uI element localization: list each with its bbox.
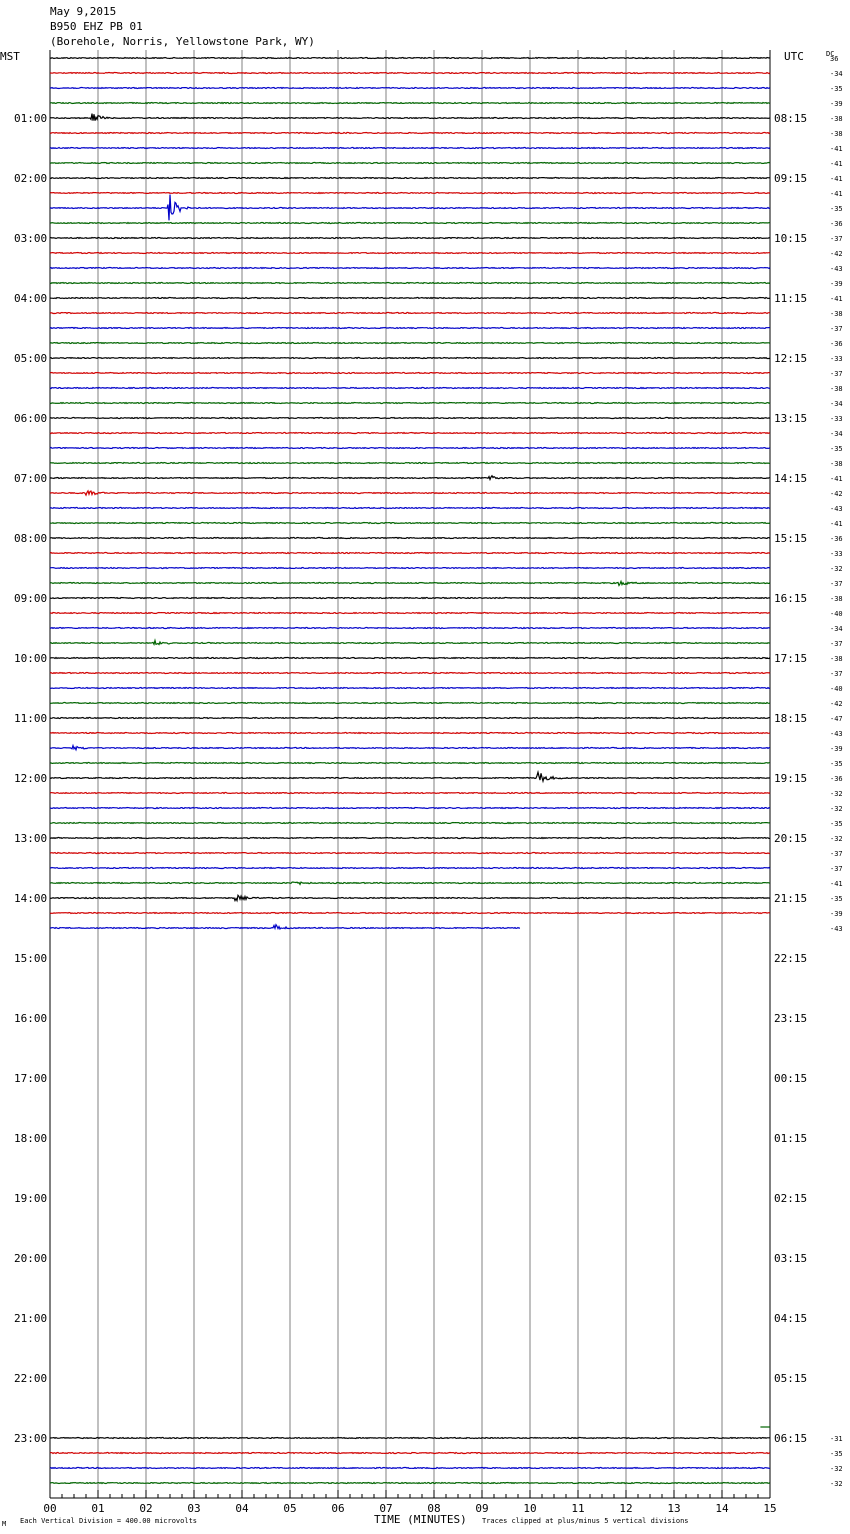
- dc-label-38: -34: [830, 625, 843, 633]
- trace-54: [50, 868, 770, 869]
- mst-label-1: 01:00: [14, 112, 48, 125]
- dc-label-9: -41: [830, 190, 843, 198]
- trace-28: [50, 476, 770, 480]
- x-tick-label-13: 13: [667, 1502, 681, 1515]
- trace-6: [50, 148, 770, 149]
- dc-label-22: -38: [830, 385, 843, 393]
- trace-14: [50, 268, 770, 269]
- trace-58: [50, 925, 520, 929]
- dc-label-13: -42: [830, 250, 843, 258]
- trace-12: [50, 238, 770, 239]
- mst-label-2: 02:00: [14, 172, 48, 185]
- dc-label-5: -38: [830, 130, 843, 138]
- trace-35: [50, 581, 770, 585]
- trace-33: [50, 553, 770, 554]
- dc-label-95: -32: [830, 1480, 843, 1488]
- dc-label-23: -34: [830, 400, 843, 408]
- mst-label-12: 12:00: [14, 772, 48, 785]
- mst-label-6: 06:00: [14, 412, 48, 425]
- clip-note: Traces clipped at plus/minus 5 vertical divisions: [482, 1517, 689, 1525]
- dc-label-17: -38: [830, 310, 843, 318]
- scale-note: Each Vertical Division = 400.00 microvolts: [20, 1517, 198, 1525]
- trace-51: [50, 823, 770, 824]
- trace-8: [50, 178, 770, 179]
- trace-41: [50, 673, 770, 674]
- utc-label-5: 12:15: [774, 352, 808, 365]
- dc-label-45: -43: [830, 730, 843, 738]
- utc-label-7: 14:15: [774, 472, 808, 485]
- trace-57: [50, 913, 770, 914]
- utc-label-9: 16:15: [774, 592, 808, 605]
- trace-30: [50, 508, 770, 509]
- mst-label-18: 18:00: [14, 1132, 48, 1145]
- dc-label-32: -36: [830, 535, 843, 543]
- trace-15: [50, 283, 770, 284]
- utc-label-13: 20:15: [774, 832, 808, 845]
- utc-label-15: 22:15: [774, 952, 808, 965]
- trace-52: [50, 838, 770, 839]
- mst-label-10: 10:00: [14, 652, 48, 665]
- utc-label-18: 01:15: [774, 1132, 808, 1145]
- trace-7: [50, 163, 770, 164]
- mst-label-14: 14:00: [14, 892, 48, 905]
- utc-label-19: 02:15: [774, 1192, 808, 1205]
- trace-55: [50, 882, 770, 884]
- mst-label-4: 04:00: [14, 292, 48, 305]
- trace-95: [50, 1483, 770, 1484]
- dc-label-50: -32: [830, 805, 843, 813]
- dc-label-42: -40: [830, 685, 843, 693]
- trace-50: [50, 808, 770, 809]
- dc-label-33: -33: [830, 550, 843, 558]
- trace-38: [50, 628, 770, 629]
- utc-label-4: 11:15: [774, 292, 808, 305]
- trace-53: [50, 853, 770, 854]
- trace-25: [50, 433, 770, 434]
- x-tick-label-12: 12: [619, 1502, 633, 1515]
- dc-label-21: -37: [830, 370, 843, 378]
- dc-label-8: -41: [830, 175, 843, 183]
- dc-label-26: -35: [830, 445, 843, 453]
- mst-label-16: 16:00: [14, 1012, 48, 1025]
- trace-18: [50, 328, 770, 329]
- utc-label-20: 03:15: [774, 1252, 808, 1265]
- dc-label-57: -39: [830, 910, 843, 918]
- grid: [50, 50, 770, 1498]
- trace-24: [50, 418, 770, 419]
- mst-label-13: 13:00: [14, 832, 48, 845]
- trace-2: [50, 88, 770, 89]
- mst-label-21: 21:00: [14, 1312, 48, 1325]
- trace-92: [50, 1438, 770, 1439]
- dc-label-34: -32: [830, 565, 843, 573]
- dc-label-27: -38: [830, 460, 843, 468]
- utc-label-10: 17:15: [774, 652, 808, 665]
- trace-56: [50, 895, 770, 900]
- trace-20: [50, 358, 770, 359]
- dc-title: DC: [826, 50, 835, 58]
- right-axis-title: UTC: [784, 50, 804, 63]
- x-tick-label-11: 11: [571, 1502, 585, 1515]
- x-tick-label-08: 08: [427, 1502, 441, 1515]
- dc-label-4: -38: [830, 115, 843, 123]
- dc-label-18: -37: [830, 325, 843, 333]
- trace-5: [50, 133, 770, 134]
- mst-label-5: 05:00: [14, 352, 48, 365]
- dc-label-39: -37: [830, 640, 843, 648]
- x-axis: [43, 1490, 776, 1515]
- utc-label-1: 08:15: [774, 112, 808, 125]
- utc-label-21: 04:15: [774, 1312, 808, 1325]
- dc-label-6: -41: [830, 145, 843, 153]
- dc-label-43: -42: [830, 700, 843, 708]
- dc-label-93: -35: [830, 1450, 843, 1458]
- dc-label-15: -39: [830, 280, 843, 288]
- dc-label-40: -38: [830, 655, 843, 663]
- dc-label-54: -37: [830, 865, 843, 873]
- dc-label-47: -35: [830, 760, 843, 768]
- dc-label-1: -34: [830, 70, 843, 78]
- trace-47: [50, 763, 770, 764]
- trace-27: [50, 463, 770, 464]
- x-tick-label-01: 01: [91, 1502, 105, 1515]
- trace-37: [50, 613, 770, 614]
- x-tick-label-05: 05: [283, 1502, 297, 1515]
- mst-label-20: 20:00: [14, 1252, 48, 1265]
- trace-31: [50, 523, 770, 524]
- dc-label-55: -41: [830, 880, 843, 888]
- dc-label-48: -36: [830, 775, 843, 783]
- utc-label-12: 19:15: [774, 772, 808, 785]
- trace-22: [50, 388, 770, 389]
- trace-49: [50, 793, 770, 794]
- trace-32: [50, 538, 770, 539]
- dc-label-2: -35: [830, 85, 843, 93]
- trace-9: [50, 193, 770, 194]
- trace-1: [50, 73, 770, 74]
- trace-43: [50, 703, 770, 704]
- dc-label-51: -35: [830, 820, 843, 828]
- x-tick-label-03: 03: [187, 1502, 201, 1515]
- dc-label-35: -37: [830, 580, 843, 588]
- x-tick-label-06: 06: [331, 1502, 345, 1515]
- utc-label-23: 06:15: [774, 1432, 808, 1445]
- utc-label-3: 10:15: [774, 232, 808, 245]
- utc-label-8: 15:15: [774, 532, 808, 545]
- dc-label-37: -40: [830, 610, 843, 618]
- utc-label-14: 21:15: [774, 892, 808, 905]
- x-tick-label-04: 04: [235, 1502, 249, 1515]
- header-location: (Borehole, Norris, Yellowstone Park, WY): [50, 35, 315, 48]
- trace-40: [50, 658, 770, 659]
- dc-label-36: -38: [830, 595, 843, 603]
- traces: [50, 55, 843, 1488]
- dc-label-49: -32: [830, 790, 843, 798]
- x-axis-title: TIME (MINUTES): [374, 1513, 467, 1526]
- dc-label-7: -41: [830, 160, 843, 168]
- dc-label-14: -43: [830, 265, 843, 273]
- trace-36: [50, 598, 770, 599]
- trace-11: [50, 223, 770, 224]
- left-axis-title: MST: [0, 50, 20, 63]
- mst-label-8: 08:00: [14, 532, 48, 545]
- dc-label-10: -35: [830, 205, 843, 213]
- utc-label-17: 00:15: [774, 1072, 808, 1085]
- corner-mark: M: [2, 1520, 7, 1528]
- dc-label-16: -41: [830, 295, 843, 303]
- dc-label-41: -37: [830, 670, 843, 678]
- dc-label-58: -43: [830, 925, 843, 933]
- x-tick-label-15: 15: [763, 1502, 777, 1515]
- utc-label-6: 13:15: [774, 412, 808, 425]
- dc-label-19: -36: [830, 340, 843, 348]
- trace-0: [50, 58, 770, 59]
- dc-label-25: -34: [830, 430, 843, 438]
- trace-29: [50, 491, 770, 495]
- trace-42: [50, 688, 770, 689]
- x-tick-label-10: 10: [523, 1502, 537, 1515]
- dc-label-0: 36: [830, 55, 839, 63]
- trace-44: [50, 718, 770, 719]
- trace-93: [50, 1453, 770, 1454]
- trace-4: [50, 114, 770, 121]
- trace-34: [50, 568, 770, 569]
- dc-label-92: -31: [830, 1435, 843, 1443]
- dc-label-31: -41: [830, 520, 843, 528]
- trace-21: [50, 373, 770, 374]
- dc-label-3: -39: [830, 100, 843, 108]
- x-tick-label-07: 07: [379, 1502, 393, 1515]
- dc-label-24: -33: [830, 415, 843, 423]
- dc-label-52: -32: [830, 835, 843, 843]
- mst-label-22: 22:00: [14, 1372, 48, 1385]
- trace-45: [50, 733, 770, 734]
- x-tick-label-02: 02: [139, 1502, 153, 1515]
- dc-label-94: -32: [830, 1465, 843, 1473]
- dc-label-30: -43: [830, 505, 843, 513]
- dc-label-28: -41: [830, 475, 843, 483]
- mst-label-11: 11:00: [14, 712, 48, 725]
- x-tick-label-14: 14: [715, 1502, 729, 1515]
- trace-13: [50, 253, 770, 254]
- mst-label-15: 15:00: [14, 952, 48, 965]
- trace-16: [50, 298, 770, 299]
- trace-3: [50, 103, 770, 104]
- dc-label-56: -35: [830, 895, 843, 903]
- dc-label-46: -39: [830, 745, 843, 753]
- trace-26: [50, 448, 770, 449]
- dc-label-29: -42: [830, 490, 843, 498]
- mst-label-19: 19:00: [14, 1192, 48, 1205]
- mst-label-23: 23:00: [14, 1432, 48, 1445]
- dc-label-53: -37: [830, 850, 843, 858]
- trace-23: [50, 403, 770, 404]
- utc-label-2: 09:15: [774, 172, 808, 185]
- trace-39: [50, 641, 770, 645]
- trace-19: [50, 343, 770, 344]
- utc-label-16: 23:15: [774, 1012, 808, 1025]
- dc-label-11: -36: [830, 220, 843, 228]
- mst-label-9: 09:00: [14, 592, 48, 605]
- trace-48: [50, 772, 770, 781]
- x-tick-label-00: 00: [43, 1502, 57, 1515]
- header-date: May 9,2015: [50, 5, 117, 18]
- trace-17: [50, 313, 770, 314]
- trace-10: [50, 195, 770, 221]
- utc-label-22: 05:15: [774, 1372, 808, 1385]
- mst-label-17: 17:00: [14, 1072, 48, 1085]
- header-station: B950 EHZ PB 01: [50, 20, 143, 33]
- utc-label-11: 18:15: [774, 712, 808, 725]
- mst-label-3: 03:00: [14, 232, 48, 245]
- dc-label-20: -33: [830, 355, 843, 363]
- trace-46: [50, 746, 770, 750]
- dc-label-44: -47: [830, 715, 843, 723]
- x-tick-label-09: 09: [475, 1502, 489, 1515]
- dc-label-12: -37: [830, 235, 843, 243]
- trace-94: [50, 1468, 770, 1469]
- mst-label-7: 07:00: [14, 472, 48, 485]
